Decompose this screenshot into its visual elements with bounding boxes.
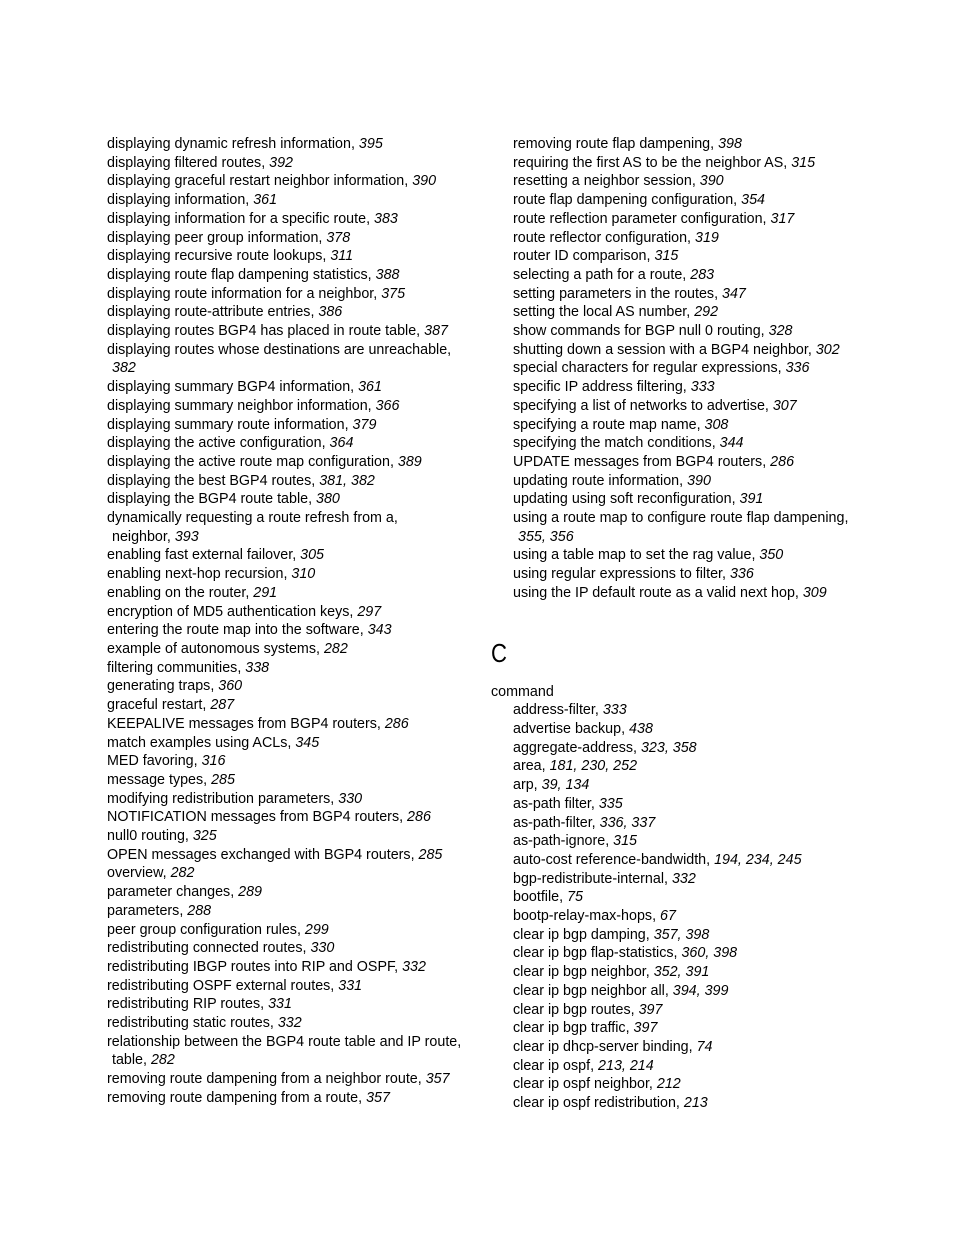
index-entry: specifying the match conditions, 344 [513, 435, 744, 452]
index-term: displaying the active configuration [107, 435, 322, 452]
index-term: redistributing IBGP routes into RIP and OSPF [107, 958, 395, 975]
page-numbers: 292 [694, 304, 719, 321]
index-entry: redistributing RIP routes, 331 [107, 996, 292, 1013]
index-column-right [491, 135, 891, 1113]
index-entry: specifying a list of networks to advertise, 307 [513, 397, 797, 414]
index-entry: using a route map to configure route flap dampening, 355, 356 [491, 509, 891, 546]
index-term: peer group configuration rules [107, 921, 297, 938]
page-numbers: 336, 337 [599, 814, 656, 831]
index-term: MED favoring [107, 753, 194, 770]
index-entry: encryption of MD5 authentication keys, 297 [107, 603, 382, 620]
index-entry: route reflection parameter configuration, 317 [513, 210, 795, 227]
page-numbers: 181, 230, 252 [549, 758, 638, 775]
index-term: displaying route flap dampening statistics [107, 266, 368, 283]
index-term: clear ip bgp flap-statistics [513, 945, 674, 962]
index-term: clear ip bgp neighbor [513, 964, 646, 981]
index-term: bootp-relay-max-hops [513, 908, 653, 925]
index-term: auto-cost reference-bandwidth [513, 851, 707, 868]
index-entry: modifying redistribution parameters, 330 [107, 790, 363, 807]
index-entry: displaying the BGP4 route table, 380 [107, 491, 340, 508]
index-term: using the IP default route as a valid next hop [513, 584, 795, 601]
page-numbers: 390 [687, 472, 711, 489]
index-entry: displaying summary neighbor information, 366 [107, 397, 400, 414]
page-numbers: 393 [174, 528, 199, 545]
page-numbers: 355, 356 [518, 528, 574, 545]
index-entry: example of autonomous systems, 282 [107, 640, 348, 657]
index-term: entering the route map into the software [107, 622, 360, 639]
index-term: displaying routes BGP4 has placed in route table [107, 323, 417, 340]
index-term: enabling on the router [107, 584, 246, 601]
index-entry: using regular expressions to filter, 336 [513, 566, 754, 583]
index-term: arp [513, 777, 534, 794]
index-term: specifying the match conditions [513, 435, 712, 452]
index-entry: displaying route-attribute entries, 386 [107, 304, 343, 321]
page-numbers: 438 [629, 720, 653, 737]
page-numbers: 285 [418, 846, 443, 863]
page-numbers: 317 [770, 210, 795, 227]
index-entries-continued [491, 135, 891, 603]
index-term: requiring the first AS to be the neighbor AS [513, 154, 784, 171]
index-entry: generating traps, 360 [107, 678, 243, 695]
page-numbers: 39, 134 [541, 777, 590, 794]
index-entry: auto-cost reference-bandwidth, 194, 234, 245 [513, 851, 802, 868]
index-entry: setting parameters in the routes, 347 [513, 285, 746, 302]
page-numbers: 302 [815, 341, 840, 358]
page-numbers: 388 [375, 266, 400, 283]
page-numbers: 343 [367, 622, 392, 639]
page-numbers: 338 [245, 659, 270, 676]
index-entry: route flap dampening configuration, 354 [513, 192, 765, 209]
page-numbers: 282 [323, 640, 348, 657]
page-numbers: 319 [695, 229, 719, 246]
index-entry: address-filter, 333 [513, 702, 627, 719]
index-term: displaying routes whose destinations are unreachable [107, 341, 448, 358]
page-numbers: 350 [759, 547, 784, 564]
page-numbers: 387 [424, 323, 448, 340]
page-numbers: 283 [690, 266, 715, 283]
index-entry: redistributing connected routes, 330 [107, 940, 335, 957]
page-numbers: 316 [201, 753, 226, 770]
index-term: modifying redistribution parameters [107, 790, 331, 807]
index-term: displaying peer group information [107, 229, 319, 246]
index-term: overview [107, 865, 163, 882]
index-entry: displaying the best BGP4 routes, 381, 382 [107, 472, 375, 489]
index-entry: overview, 282 [107, 865, 195, 882]
index-term: displaying summary BGP4 information [107, 379, 351, 396]
index-term: parameter changes [107, 884, 231, 901]
page-numbers: 380 [316, 491, 340, 508]
page-numbers: 74 [696, 1038, 713, 1055]
index-entry: show commands for BGP null 0 routing, 328 [513, 323, 793, 340]
index-entry: match examples using ACLs, 345 [107, 734, 320, 751]
page-numbers: 315 [791, 154, 816, 171]
page-numbers: 352, 391 [653, 964, 710, 981]
index-entry: peer group configuration rules, 299 [107, 921, 329, 938]
page-numbers: 354 [741, 192, 765, 209]
index-entry: dynamically requesting a route refresh from a, neighbor, 393 [107, 509, 472, 546]
index-entry: bootfile, 75 [513, 889, 583, 906]
index-term: aggregate-address [513, 739, 634, 756]
index-term: route flap dampening configuration [513, 192, 734, 209]
index-entry: bgp-redistribute-internal, 332 [513, 870, 696, 887]
index-term: displaying recursive route lookups [107, 248, 323, 265]
index-term: special characters for regular expressions [513, 360, 778, 377]
index-term: specifying a route map name [513, 416, 697, 433]
index-entry: null0 routing, 325 [107, 828, 217, 845]
page-numbers: 357, 398 [653, 926, 710, 943]
page-numbers: 325 [192, 828, 217, 845]
index-term: displaying dynamic refresh information [107, 136, 351, 152]
index-sub-entries [491, 701, 891, 1112]
page-numbers: 390 [412, 173, 437, 190]
index-entry: area, 181, 230, 252 [513, 758, 638, 775]
index-entry: using the IP default route as a valid next hop, 309 [513, 584, 827, 601]
index-entry: clear ip bgp traffic, 397 [513, 1020, 658, 1037]
index-term: resetting a neighbor session [513, 173, 692, 190]
index-term: redistributing static routes [107, 1015, 270, 1032]
page-numbers: 330 [310, 940, 335, 957]
index-term: clear ip bgp neighbor all [513, 982, 665, 999]
index-term: enabling next-hop recursion [107, 566, 284, 583]
index-entry: UPDATE messages from BGP4 routers, 286 [513, 453, 795, 470]
index-entry-continuation: table, 282 [112, 1052, 175, 1069]
index-term: show commands for BGP null 0 routing [513, 323, 761, 340]
index-entry: displaying route information for a neighbor, 375 [107, 285, 406, 302]
index-term: parameters [107, 902, 180, 919]
page-numbers: 282 [150, 1052, 175, 1069]
page-numbers: 386 [318, 304, 343, 321]
index-term: selecting a path for a route [513, 266, 683, 283]
page-numbers: 381, 382 [319, 472, 375, 489]
index-entry: clear ip bgp routes, 397 [513, 1001, 663, 1018]
index-term-continued: table [112, 1052, 144, 1069]
index-term: dynamically requesting a route refresh from a [107, 510, 394, 527]
index-term: redistributing connected routes [107, 940, 303, 957]
index-term: displaying the BGP4 route table [107, 491, 309, 508]
page-numbers: 286 [384, 715, 409, 732]
page-numbers: 347 [722, 285, 746, 302]
index-entry: selecting a path for a route, 283 [513, 266, 715, 283]
index-term: as-path-ignore [513, 833, 606, 850]
page-numbers: 331 [268, 996, 292, 1013]
index-entry: displaying the active route map configuration, 389 [107, 453, 422, 470]
page-numbers: 315 [654, 248, 679, 265]
index-term: match examples using ACLs [107, 734, 288, 751]
index-entry: displaying filtered routes, 392 [107, 154, 293, 171]
index-entry: entering the route map into the software, 343 [107, 622, 392, 639]
index-term: redistributing OSPF external routes [107, 977, 331, 994]
index-entry-continuation [513, 528, 891, 547]
index-entry: OPEN messages exchanged with BGP4 routers, 285 [107, 846, 443, 863]
index-term: displaying route information for a neighbor [107, 285, 374, 302]
index-entry: specific IP address filtering, 333 [513, 379, 715, 396]
index-entry: displaying summary BGP4 information, 361 [107, 379, 382, 396]
page-numbers: 315 [613, 833, 638, 850]
index-entry: displaying graceful restart neighbor information, 390 [107, 173, 437, 190]
index-term: advertise backup [513, 720, 622, 737]
index-term: displaying route-attribute entries [107, 304, 311, 321]
index-entry: removing route dampening from a route, 357 [107, 1089, 390, 1106]
index-entry: enabling on the router, 291 [107, 584, 278, 601]
index-entry: redistributing static routes, 332 [107, 1015, 302, 1032]
page-numbers: 333 [602, 702, 627, 719]
index-entry: displaying information, 361 [107, 192, 278, 209]
index-entry: removing route dampening from a neighbor route, 357 [107, 1071, 450, 1088]
page-numbers: 332 [277, 1015, 302, 1032]
index-entry: setting the local AS number, 292 [513, 304, 719, 321]
page-numbers: 361 [253, 192, 278, 209]
index-column-left [107, 135, 472, 1108]
page-numbers: 67 [660, 908, 676, 925]
index-term: clear ip ospf neighbor [513, 1076, 649, 1093]
index-entry-continuation: neighbor, 393 [112, 528, 199, 545]
page-numbers: 375 [381, 285, 406, 302]
index-entry: route reflector configuration, 319 [513, 229, 719, 246]
index-entry: clear ip dhcp-server binding, 74 [513, 1038, 713, 1055]
page-numbers: 323, 358 [640, 739, 697, 756]
page-numbers: 397 [638, 1001, 663, 1018]
index-term: displaying information for a specific route [107, 210, 367, 227]
page-numbers: 390 [699, 173, 724, 190]
page-numbers: 379 [352, 416, 377, 433]
index-term: setting parameters in the routes [513, 285, 715, 302]
index-term: graceful restart [107, 697, 203, 714]
index-entry: requiring the first AS to be the neighbor AS, 315 [513, 154, 816, 171]
page-numbers: 330 [338, 790, 363, 807]
index-term: as-path-filter [513, 814, 592, 831]
index-entry: displaying recursive route lookups, 311 [107, 248, 354, 265]
page-numbers: 297 [357, 603, 382, 620]
index-term: removing route dampening from a neighbor route [107, 1071, 418, 1088]
page-numbers: 308 [704, 416, 729, 433]
index-entry: NOTIFICATION messages from BGP4 routers, 286 [107, 809, 431, 826]
index-entry: clear ip bgp neighbor all, 394, 399 [513, 982, 729, 999]
page-numbers: 212 [656, 1076, 681, 1093]
index-entry: updating route information, 390 [513, 472, 711, 489]
index-term: clear ip bgp routes [513, 1001, 631, 1018]
index-term-continued: neighbor [112, 528, 167, 545]
page-numbers: 336 [785, 360, 810, 377]
index-term: clear ip dhcp-server binding [513, 1038, 689, 1055]
page-numbers: 392 [269, 154, 293, 171]
page-numbers: 336 [729, 566, 754, 583]
index-term: displaying summary neighbor information [107, 397, 368, 414]
index-term: router ID comparison [513, 248, 647, 265]
page-numbers: 391 [739, 491, 764, 508]
index-entry: clear ip bgp damping, 357, 398 [513, 926, 710, 943]
page-numbers: 397 [633, 1020, 658, 1037]
index-term: clear ip bgp damping [513, 926, 646, 943]
page-numbers: 332 [671, 870, 696, 887]
index-term: clear ip ospf [513, 1057, 591, 1074]
index-entry: displaying the active configuration, 364 [107, 435, 354, 452]
index-parent-entry: command [491, 683, 554, 700]
page-numbers: 366 [375, 397, 400, 414]
page-numbers: 286 [407, 809, 431, 826]
index-term: setting the local AS number [513, 304, 687, 321]
index-entry: displaying dynamic refresh information, 395 [107, 136, 383, 152]
page-numbers: 383 [374, 210, 398, 227]
index-term: updating route information [513, 472, 680, 489]
index-term: message types [107, 771, 204, 788]
index-entry-continuation [107, 359, 472, 378]
index-term: displaying summary route information [107, 416, 345, 433]
index-entry: shutting down a session with a BGP4 neighbor, 302 [513, 341, 840, 358]
index-entry: clear ip ospf redistribution, 213 [513, 1095, 708, 1112]
index-entry: displaying routes BGP4 has placed in route table, 387 [107, 323, 448, 340]
page-numbers: 357 [425, 1071, 450, 1088]
page-numbers: 213, 214 [598, 1057, 654, 1074]
page-numbers: 288 [187, 902, 212, 919]
page-numbers: 389 [397, 453, 422, 470]
index-term: route reflector configuration [513, 229, 688, 246]
index-entry: bootp-relay-max-hops, 67 [513, 908, 676, 925]
index-term: generating traps [107, 678, 211, 695]
index-entry: parameter changes, 289 [107, 884, 262, 901]
index-term: enabling fast external failover [107, 547, 293, 564]
index-entry: redistributing OSPF external routes, 331 [107, 977, 363, 994]
index-term: NOTIFICATION messages from BGP4 routers [107, 809, 400, 826]
index-term: UPDATE messages from BGP4 routers [513, 453, 763, 470]
page-numbers: 194, 234, 245 [714, 851, 802, 868]
page-numbers: 305 [300, 547, 324, 564]
index-term: using regular expressions to filter [513, 566, 723, 583]
index-entry: clear ip bgp neighbor, 352, 391 [513, 964, 710, 981]
index-entry: graceful restart, 287 [107, 697, 235, 714]
index-term: KEEPALIVE messages from BGP4 routers [107, 715, 377, 732]
index-term: using a table map to set the rag value [513, 547, 752, 564]
page-numbers: 282 [170, 865, 195, 882]
page-numbers: 287 [210, 697, 235, 714]
index-entry: KEEPALIVE messages from BGP4 routers, 286 [107, 715, 409, 732]
index-entry: parameters, 288 [107, 902, 212, 919]
index-term: filtering communities [107, 659, 238, 676]
page-numbers: 344 [719, 435, 744, 452]
page-numbers: 361 [358, 379, 382, 396]
index-entry: updating using soft reconfiguration, 391 [513, 491, 764, 508]
index-entry: as-path-filter, 336, 337 [513, 814, 656, 831]
index-term: using a route map to configure route flap dampening [513, 510, 845, 527]
index-entry: advertise backup, 438 [513, 720, 653, 737]
index-term: displaying the active route map configuration [107, 453, 390, 470]
page-numbers: 345 [295, 734, 320, 751]
index-entry: displaying summary route information, 379 [107, 416, 377, 433]
index-term: as-path filter [513, 795, 591, 812]
index-entry: using a table map to set the rag value, 350 [513, 547, 784, 564]
index-entry: message types, 285 [107, 771, 235, 788]
page-numbers: 357 [366, 1089, 390, 1106]
index-entry: clear ip ospf, 213, 214 [513, 1057, 654, 1074]
index-term: displaying information [107, 192, 246, 209]
index-entry: specifying a route map name, 308 [513, 416, 729, 433]
index-term: example of autonomous systems [107, 640, 316, 657]
index-entry: clear ip ospf neighbor, 212 [513, 1076, 681, 1093]
index-term: removing route dampening from a route [107, 1089, 359, 1106]
page-numbers: 378 [326, 229, 351, 246]
index-term: specific IP address filtering [513, 379, 683, 396]
page-numbers: 307 [772, 397, 797, 414]
index-term: removing route flap dampening [513, 136, 711, 152]
page-numbers: 285 [211, 771, 235, 788]
page-numbers: 360, 398 [681, 945, 738, 962]
index-entry: clear ip bgp flap-statistics, 360, 398 [513, 945, 738, 962]
index-entry: as-path filter, 335 [513, 795, 623, 812]
page-numbers: 398 [718, 136, 742, 152]
page-numbers: 395 [358, 136, 383, 152]
index-entry: aggregate-address, 323, 358 [513, 739, 697, 756]
page-numbers: 289 [238, 884, 262, 901]
index-term: area [513, 758, 542, 775]
index-term: relationship between the BGP4 route table and IP route [107, 1033, 458, 1050]
page-numbers: 213 [683, 1095, 708, 1112]
index-entry: displaying route flap dampening statistics, 388 [107, 266, 400, 283]
index-term: OPEN messages exchanged with BGP4 routers [107, 846, 411, 863]
page-numbers: 286 [770, 453, 795, 470]
index-entry: displaying routes whose destinations are unreachable, 382 [107, 341, 472, 378]
page-numbers: 333 [690, 379, 715, 396]
page-numbers: 382 [112, 360, 136, 377]
page-numbers: 311 [330, 248, 354, 265]
index-term: bootfile [513, 889, 560, 906]
index-term: encryption of MD5 authentication keys [107, 603, 350, 620]
index-entry: as-path-ignore, 315 [513, 833, 638, 850]
page-numbers: 394, 399 [672, 982, 729, 999]
index-entry: displaying information for a specific route, 383 [107, 210, 398, 227]
page-numbers: 331 [338, 977, 363, 994]
page-numbers: 335 [598, 795, 623, 812]
index-term: bgp-redistribute-internal [513, 870, 664, 887]
index-entry: filtering communities, 338 [107, 659, 270, 676]
index-term: clear ip ospf redistribution [513, 1095, 676, 1112]
index-term: address-filter [513, 702, 595, 719]
section-heading: C [491, 637, 507, 668]
index-entry: displaying peer group information, 378 [107, 229, 351, 246]
index-term: clear ip bgp traffic [513, 1020, 626, 1037]
index-term: updating using soft reconfiguration [513, 491, 732, 508]
index-term: displaying the best BGP4 routes [107, 472, 312, 489]
page-numbers: 328 [768, 323, 793, 340]
index-term: redistributing RIP routes [107, 996, 261, 1013]
index-entry: router ID comparison, 315 [513, 248, 679, 265]
index-term: displaying filtered routes [107, 154, 262, 171]
page-numbers: 360 [218, 678, 243, 695]
index-term: shutting down a session with a BGP4 neighbor [513, 341, 808, 358]
index-term: route reflection parameter configuration [513, 210, 763, 227]
index-term: specifying a list of networks to advertise [513, 397, 765, 414]
index-entry: relationship between the BGP4 route table and IP route, table, 282 [107, 1033, 472, 1070]
index-term: displaying graceful restart neighbor information [107, 173, 405, 190]
index-entry: redistributing IBGP routes into RIP and OSPF, 332 [107, 958, 426, 975]
index-entry: enabling fast external failover, 305 [107, 547, 324, 564]
page-numbers: 364 [329, 435, 354, 452]
index-term: null0 routing [107, 828, 185, 845]
index-entry: special characters for regular expressions, 336 [513, 360, 810, 377]
page-numbers: 332 [402, 958, 426, 975]
index-entry: MED favoring, 316 [107, 753, 226, 770]
index-entry: removing route flap dampening, 398 [513, 136, 742, 152]
page-numbers: 309 [802, 584, 827, 601]
page-numbers: 310 [291, 566, 316, 583]
index-entry: arp, 39, 134 [513, 777, 590, 794]
page-numbers: 299 [304, 921, 329, 938]
index-entry: resetting a neighbor session, 390 [513, 173, 724, 190]
page-numbers: 75 [567, 889, 583, 906]
page-numbers: 291 [253, 584, 278, 601]
index-entry: enabling next-hop recursion, 310 [107, 566, 316, 583]
